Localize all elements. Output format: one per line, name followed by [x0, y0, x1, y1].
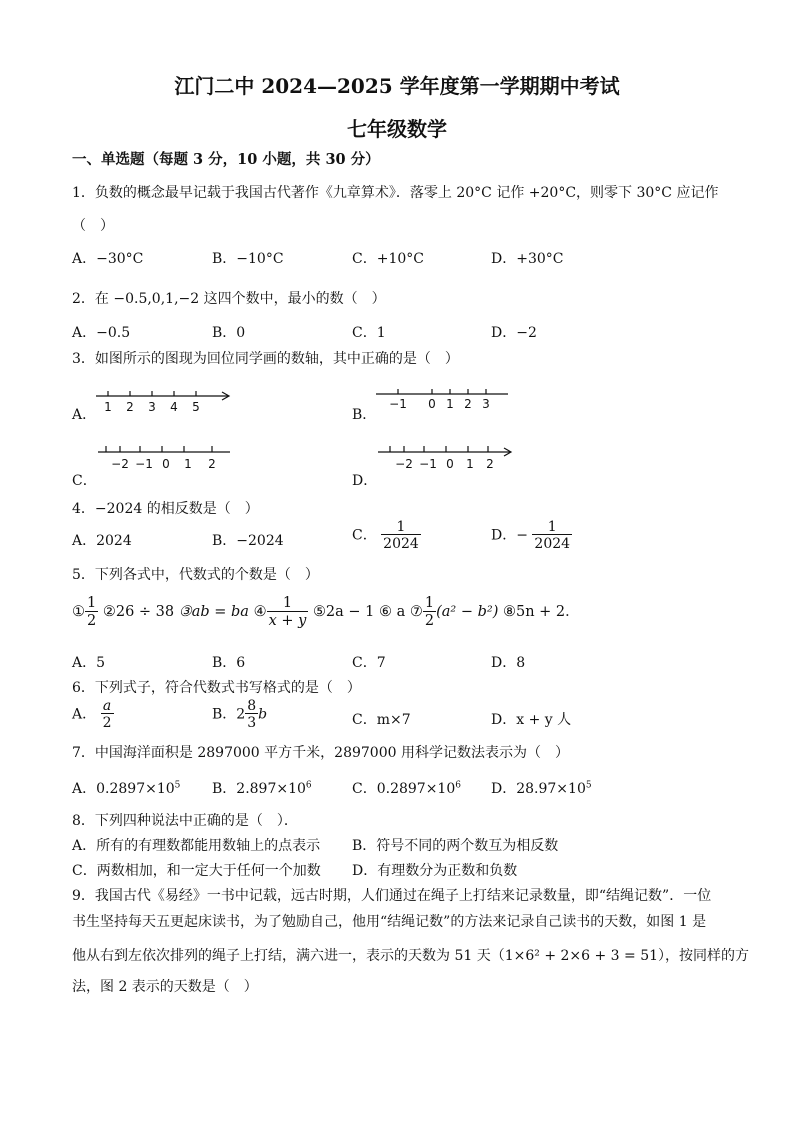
q5-expressions [72, 596, 580, 628]
q4-option-d[interactable] [491, 520, 572, 551]
tick-label: −1 [389, 397, 407, 411]
tick-label: 0 [446, 457, 454, 471]
q7-option-b[interactable] [212, 778, 312, 798]
fraction [381, 520, 421, 551]
option-text: C．0.2897×10 [352, 781, 456, 797]
expr-8: ⑧5n + 2． [502, 604, 580, 620]
q2-option-a[interactable]: A．−0.5 [72, 325, 131, 341]
question-5-stem: 5．下列各式中，代数式的个数是（ ） [72, 567, 319, 583]
denominator: 2 [424, 612, 435, 629]
fraction [101, 699, 114, 730]
q1-option-c[interactable]: C．+10°C [352, 251, 424, 267]
number-line-d [374, 442, 524, 474]
q8-option-a[interactable]: A．所有的有理数都能用数轴上的点表示 [72, 838, 321, 854]
tick-label: 1 [184, 457, 192, 471]
option-letter: C． [352, 527, 377, 544]
question-3-stem: 3．如图所示的图现为回位同学画的数轴，其中正确的是（ ） [72, 351, 459, 367]
tick-label: 2 [208, 457, 216, 471]
numerator: 1 [87, 595, 97, 611]
q6-option-a[interactable] [72, 699, 114, 730]
expr-2: ②26 ÷ 38 [102, 604, 175, 620]
q4-option-c[interactable] [352, 520, 421, 551]
question-7-stem: 7．中国海洋面积是 2897000 平方千米，2897000 用科学记数法表示为（ ） [72, 745, 569, 761]
option-text: A．0.2897×10 [72, 781, 175, 797]
question-6-stem: 6．下列式子，符合代数式书写格式的是（ ） [72, 680, 361, 696]
tick-label: 0 [428, 397, 436, 411]
denominator: 2 [102, 715, 112, 731]
expr-6: ⑥ a [379, 604, 406, 620]
question-4-stem: 4．−2024 的相反数是（ ） [72, 501, 259, 517]
section-heading: 一、单选题（每题 3 分，10 小题，共 30 分） [72, 151, 380, 168]
tick-label: 3 [148, 400, 156, 414]
q3-option-d[interactable]: D． [352, 473, 378, 489]
q8-option-b[interactable]: B．符号不同的两个数互为相反数 [352, 838, 559, 854]
tick-label: −1 [135, 457, 153, 471]
q7-option-d[interactable] [491, 778, 592, 798]
tick-label: 1 [446, 397, 454, 411]
exponent: 5 [174, 780, 181, 791]
tick-label: −2 [111, 457, 129, 471]
expr-3: ③ab = ba [178, 604, 249, 620]
numerator: 1 [282, 595, 293, 611]
q5-option-c[interactable]: C．7 [352, 655, 386, 671]
numerator: 8 [247, 698, 257, 714]
option-text: B．2.897×10 [212, 781, 306, 797]
fraction [245, 699, 258, 730]
number-line-a [92, 388, 242, 418]
fraction [532, 520, 572, 551]
tick-label: 4 [170, 400, 178, 414]
q5-option-a[interactable]: A．5 [72, 655, 106, 671]
exponent: 6 [305, 780, 312, 791]
tick-label: 1 [104, 400, 112, 414]
option-letter: D．− [491, 527, 528, 544]
tick-label: 2 [486, 457, 494, 471]
question-9-line-4: 法，图 2 表示的天数是（ ） [72, 979, 258, 995]
exponent: 5 [585, 780, 592, 791]
denominator: 2 [87, 612, 97, 629]
tick-label: −2 [395, 457, 413, 471]
q8-option-c[interactable]: C．两数相加，和一定大于任何一个加数 [72, 863, 321, 879]
denominator: 2024 [383, 536, 419, 552]
tick-label: 0 [162, 457, 170, 471]
expr-4-fraction [267, 596, 309, 628]
q2-option-c[interactable]: C．1 [352, 325, 386, 341]
tick-label: −1 [419, 457, 437, 471]
q1-option-b[interactable]: B．−10°C [212, 251, 284, 267]
denominator: 2024 [534, 536, 571, 552]
expr-7-rest: (a² − b²) [436, 604, 499, 620]
tick-label: 2 [126, 400, 134, 414]
q3-option-a[interactable]: A． [72, 407, 97, 423]
expr-1-label: ① [72, 604, 85, 620]
question-1-bracket: （ ） [72, 218, 114, 234]
tick-label: 1 [466, 457, 474, 471]
variable: b [258, 706, 268, 723]
question-9-line-3: 他从右到左依次排列的绳子上打结，满六进一，表示的天数为 51 天（1×6² + 2×6 + 3 = 51），按同样的方 [72, 948, 750, 964]
question-8-stem: 8．下列四种说法中正确的是（ ）． [72, 813, 298, 829]
exponent: 6 [455, 780, 461, 791]
q3-option-c[interactable]: C． [72, 473, 97, 489]
q3-option-b[interactable]: B． [352, 407, 377, 423]
q2-option-b[interactable]: B．0 [212, 325, 246, 341]
q4-option-a[interactable]: A．2024 [72, 533, 132, 549]
q2-option-d[interactable]: D．−2 [491, 325, 537, 341]
tick-label: 3 [482, 397, 490, 411]
question-9-line-2: 书生坚持每天五更起床读书，为了勉励自己，他用“结绳记数”的方法来记录自己读书的天数，如图 1 是 [72, 914, 707, 930]
expr-4-label: ④ [253, 604, 267, 620]
numerator: 1 [424, 595, 435, 611]
q5-option-b[interactable]: B．6 [212, 655, 246, 671]
question-2-stem: 2．在 −0.5,0,1,−2 这四个数中，最小的数（ ） [72, 291, 386, 307]
q1-option-d[interactable]: D．+30°C [491, 251, 564, 267]
number-line-b [372, 386, 522, 416]
number-line-c [94, 442, 244, 474]
option-letter: A． [72, 706, 97, 723]
q1-option-a[interactable]: A．−30°C [72, 251, 144, 267]
page-subtitle: 七年级数学 [347, 117, 447, 141]
denominator: 3 [247, 715, 257, 731]
option-letter: B．2 [212, 706, 246, 723]
q6-option-c[interactable]: C．m×7 [352, 712, 411, 728]
q7-option-c[interactable] [352, 778, 461, 798]
expr-7-fraction [423, 596, 436, 628]
expr-7-label: ⑦ [409, 604, 423, 620]
expr-5: ⑤2a − 1 [312, 604, 375, 620]
q4-option-b[interactable]: B．−2024 [212, 533, 284, 549]
denominator: x + y [268, 612, 307, 629]
tick-label: 2 [464, 397, 472, 411]
tick-label: 5 [192, 400, 200, 414]
numerator: 1 [396, 519, 406, 535]
expr-1-fraction [85, 596, 98, 628]
q5-option-d[interactable]: D．8 [491, 655, 526, 671]
q6-option-d[interactable]: D．x + y 人 [491, 712, 572, 728]
q8-option-d[interactable]: D．有理数分为正数和负数 [352, 863, 518, 879]
numerator: 1 [547, 519, 557, 535]
option-text: D．28.97×10 [491, 781, 586, 797]
question-1-stem: 1．负数的概念最早记载于我国古代著作《九章算术》．落零上 20°C 记作 +20°C，则零下 30°C 应记作 [72, 185, 719, 201]
q7-option-a[interactable] [72, 778, 180, 798]
question-9-line-1: 9．我国古代《易经》一书中记载，远古时期，人们通过在绳子上打结来记录数量，即“结绳记数”．一位 [72, 888, 712, 904]
numerator: a [102, 698, 112, 714]
page-title: 江门二中 2024—2025 学年度第一学期期中考试 [174, 74, 620, 98]
q6-option-b[interactable] [212, 699, 267, 730]
